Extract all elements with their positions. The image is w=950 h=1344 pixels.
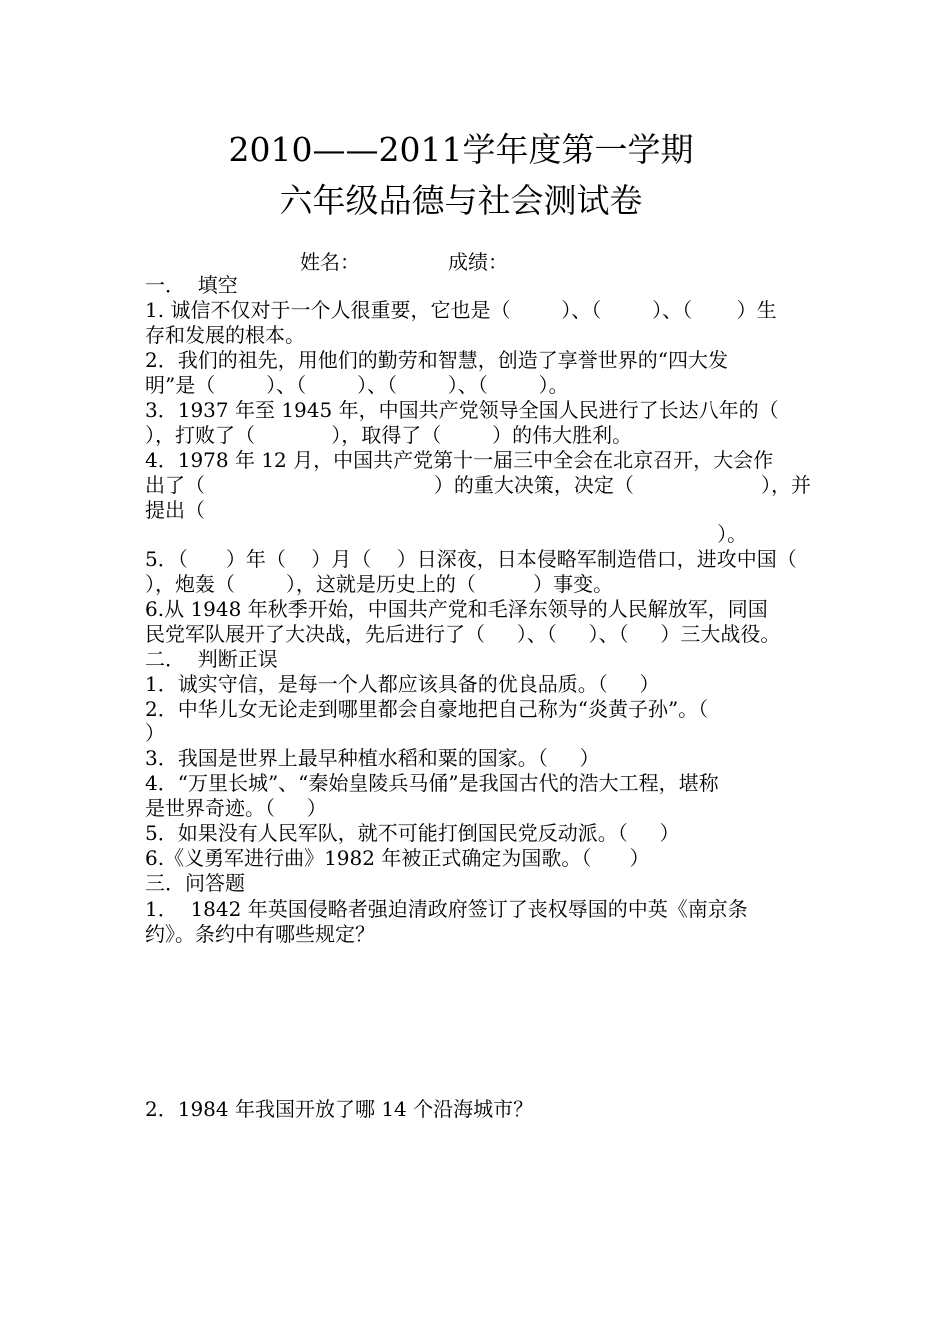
question-line: 1．诚实守信，是每一个人都应该具备的优良品质。（ ） <box>145 672 660 696</box>
question-line: 4．1978 年 12 月，中国共产党第十一届三中全会在北京召开，大会作 <box>145 448 774 472</box>
question-line: ）。 <box>145 522 748 546</box>
question-line: 2．我们的祖先，用他们的勤劳和智慧，创造了享誉世界的“四大发 <box>145 348 728 372</box>
question-line: 提出（ <box>145 498 205 522</box>
question-line: 出了（ ）的重大决策，决定（ ），并 <box>145 473 812 497</box>
question-line: 5．（ ）年（ ）月（ ）日深夜，日本侵略军制造借口，进攻中国（ <box>145 547 797 571</box>
exam-title-subject: 六年级品德与社会测试卷 <box>279 181 643 220</box>
question-line: ），炮轰（ ），这就是历史上的（ ）事变。 <box>145 572 614 596</box>
section-heading-true-false: 二． 判断正误 <box>145 647 278 671</box>
question-line: 3．我国是世界上最早种植水稻和粟的国家。（ ） <box>145 746 600 770</box>
question-line: ） <box>145 721 165 745</box>
section-heading-fill-blank: 一． 填空 <box>145 273 238 297</box>
score-label: 成绩： <box>448 250 508 274</box>
name-label: 姓名： <box>300 250 360 274</box>
question-line: 约》。条约中有哪些规定？ <box>145 922 375 946</box>
question-line: 6.从 1948 年秋季开始，中国共产党和毛泽东领导的人民解放军，同国 <box>145 597 768 621</box>
question-line: 4．“万里长城”、“秦始皇陵兵马俑”是我国古代的浩大工程，堪称 <box>145 771 719 795</box>
question-line: 明”是（ ）、（ ）、（ ）、（ ）。 <box>145 373 569 397</box>
question-line: ），打败了（ ），取得了（ ）的伟大胜利。 <box>145 423 633 447</box>
question-line: 是世界奇迹。（ ） <box>145 796 327 820</box>
student-info <box>300 250 508 274</box>
question-line: 6.《义勇军进行曲》1982 年被正式确定为国歌。（ ） <box>145 846 650 870</box>
section-heading-short-answer: 三．问答题 <box>145 871 245 895</box>
question-line: 1. 诚信不仅对于一个人很重要，它也是（ ）、（ ）、（ ）生 <box>145 298 777 322</box>
question-line: 2．中华儿女无论走到哪里都会自豪地把自己称为“炎黄子孙”。（ <box>145 697 709 721</box>
question-line: 存和发展的根本。 <box>145 323 305 347</box>
question-line: 3．1937 年至 1945 年，中国共产党领导全国人民进行了长达八年的（ <box>145 398 779 422</box>
exam-title-year: 2010——2011学年度第一学期 <box>228 130 694 169</box>
question-line: 2．1984 年我国开放了哪 14 个沿海城市？ <box>145 1097 534 1121</box>
question-line: 5．如果没有人民军队，就不可能打倒国民党反动派。（ ） <box>145 821 680 845</box>
question-line: 民党军队展开了大决战，先后进行了（ ）、（ ）、（ ）三大战役。 <box>145 622 781 646</box>
question-line: 1． 1842 年英国侵略者强迫清政府签订了丧权辱国的中英《南京条 <box>145 897 748 921</box>
